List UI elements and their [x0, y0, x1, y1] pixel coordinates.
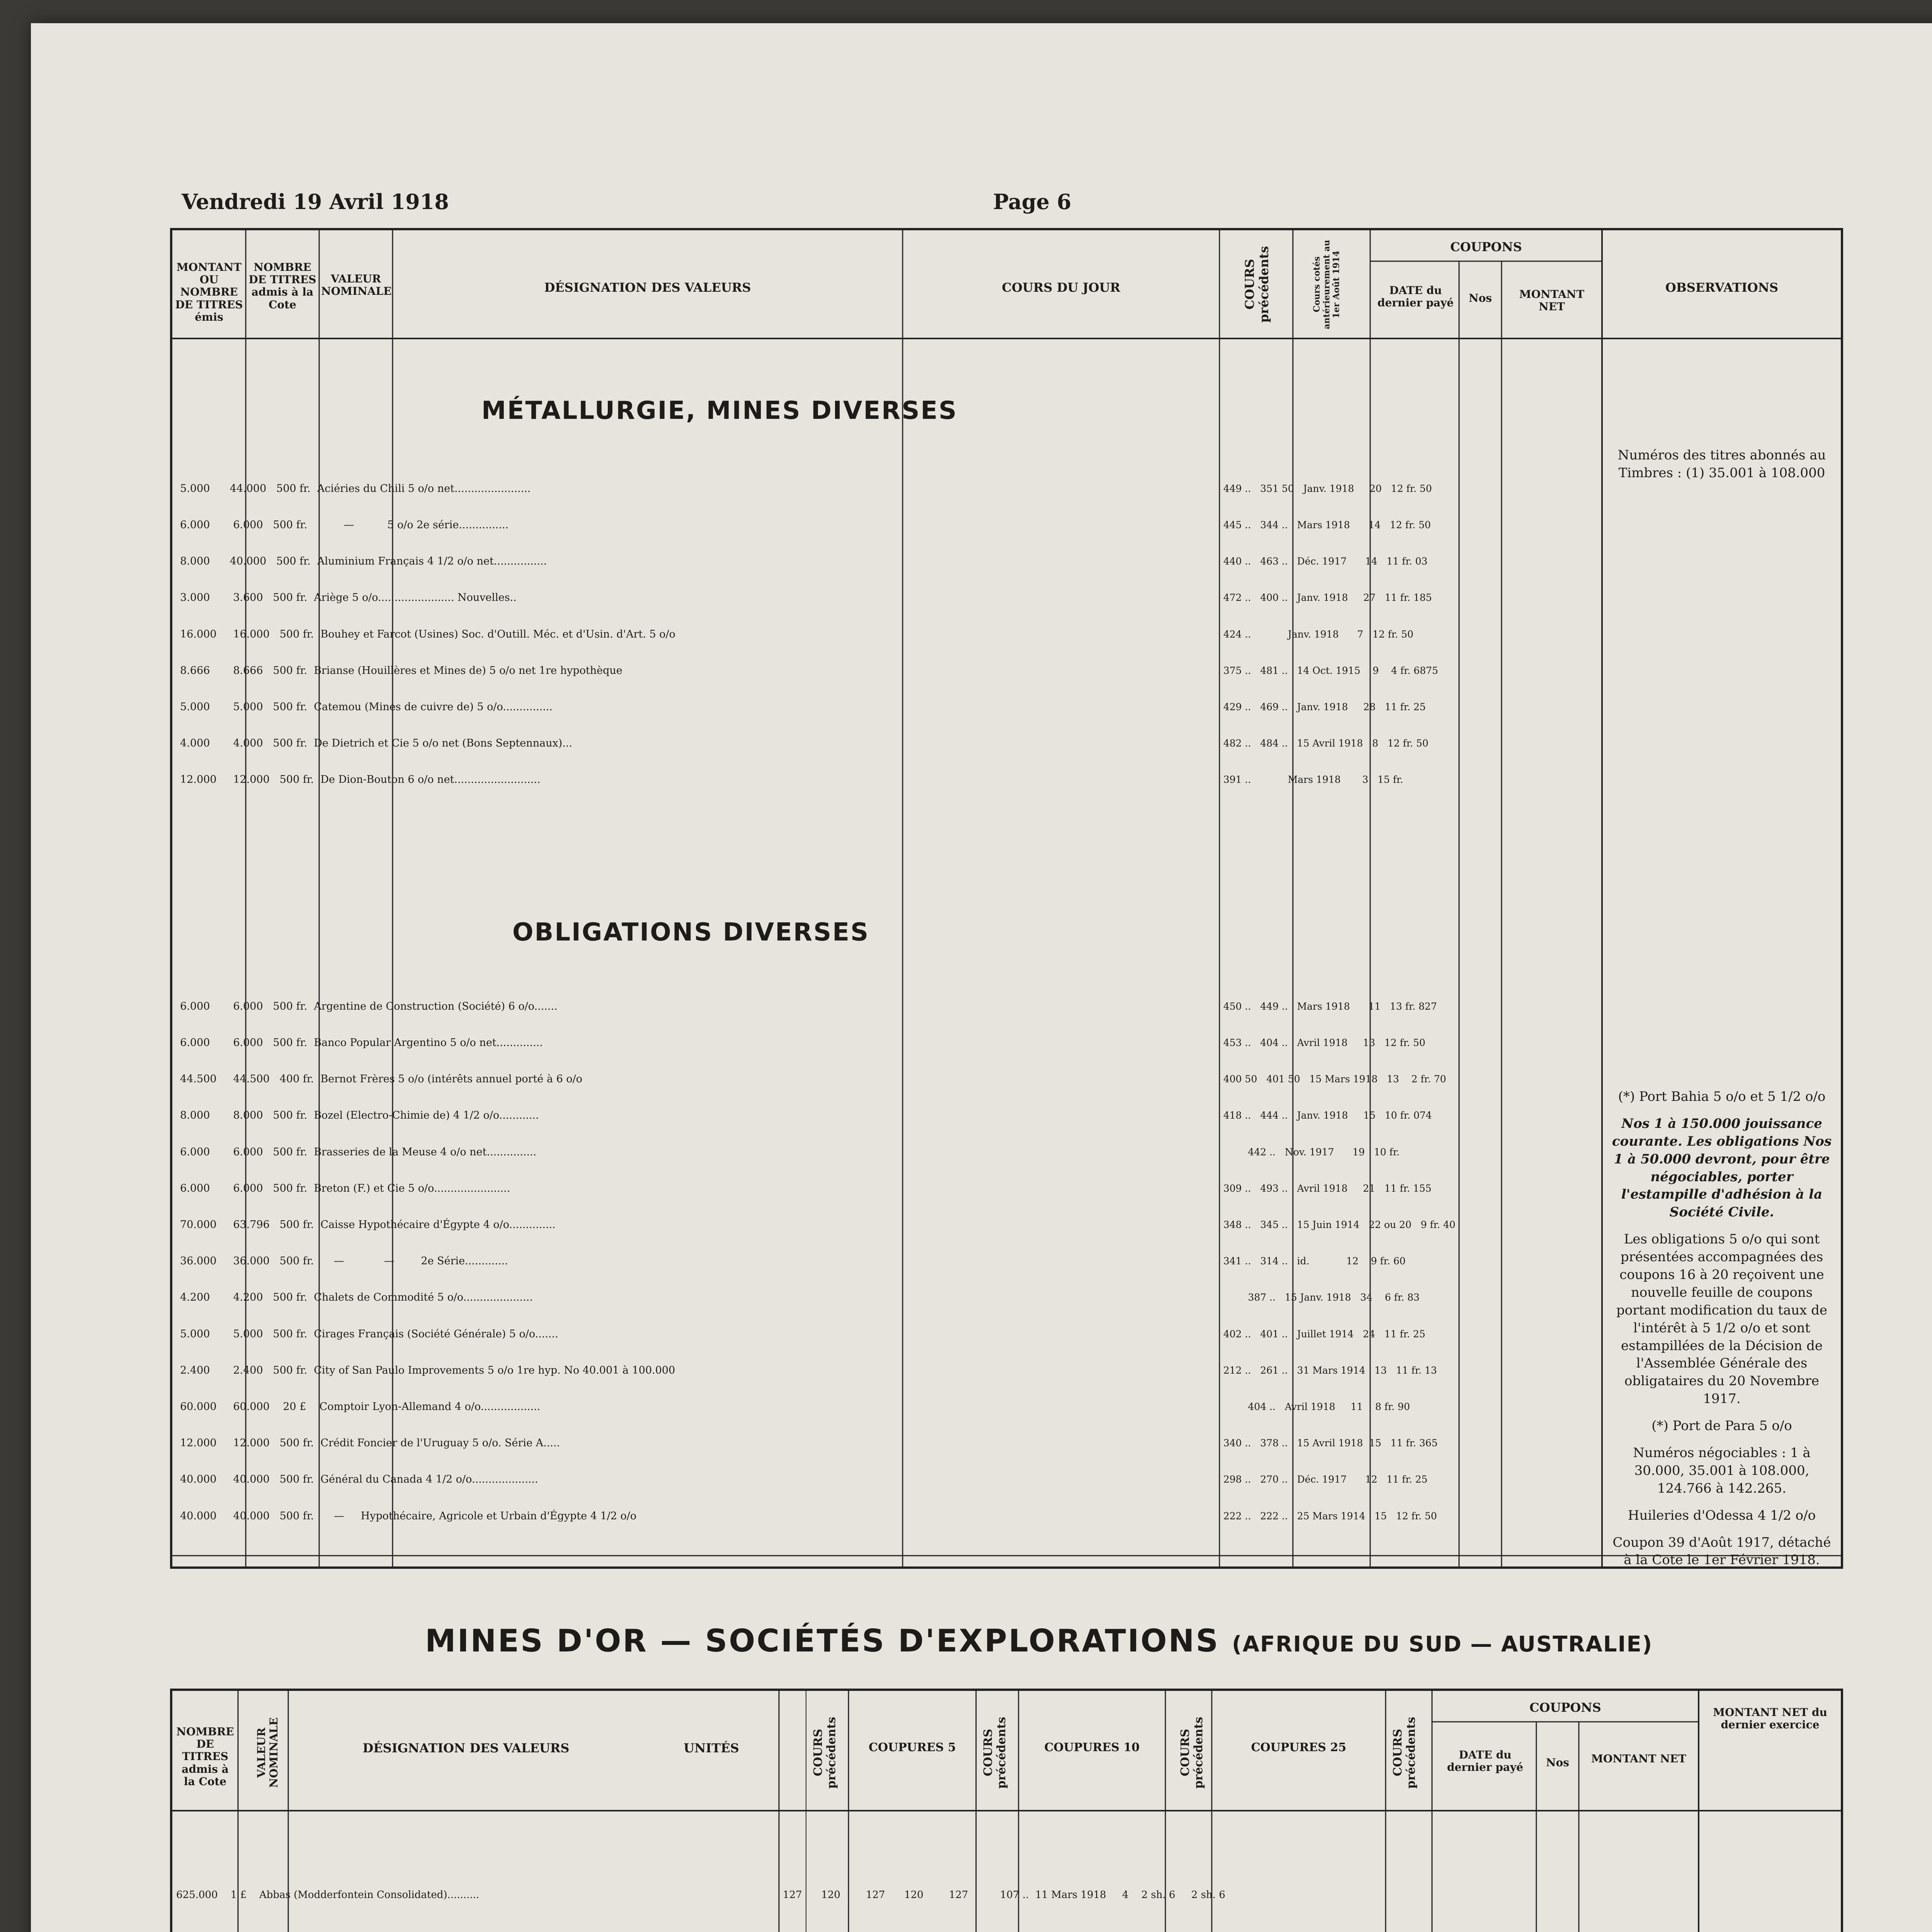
page-header	[182, 182, 1874, 220]
section1-left-rows	[180, 458, 1216, 798]
col-valeur-nominale: VALEUR NOMINALE	[255, 1717, 281, 1788]
table-row: 8.666 8.666 500 fr. Brianse (Houillères et Mines de) 5 o/o net 1re hypothèque	[180, 664, 622, 677]
table2-right-rows	[783, 1859, 1838, 1932]
observation-note: Nos 1 à 150.000 jouissance courante. Les obligations Nos 1 à 50.000 devront, pour être négociables, porter l'estampille d'adhésion à la Société Civile.	[1612, 1116, 1832, 1220]
table-row: 127 120 127 120 127 107 .. 11 Mars 1918 4 2 sh. 6 2 sh. 6	[783, 1889, 1225, 1901]
mines-or-title-main: MINES D'OR — SOCIÉTÉS D'EXPLORATIONS	[425, 1623, 1220, 1659]
observations-block-1	[1610, 447, 1834, 492]
table-row: 404 .. Avril 1918 11 8 fr. 90	[1223, 1401, 1410, 1413]
page-number: Page 6	[993, 189, 1071, 214]
col-nombre-titres: NOMBRE DE TITRES admis à la Cote	[176, 1725, 234, 1788]
col-coupons: COUPONS	[1450, 240, 1522, 254]
observation-note: (*) Port Bahia 5 o/o et 5 1/2 o/o	[1618, 1089, 1826, 1104]
section2-right-rows	[1223, 976, 1598, 1532]
section-obligations-title: OBLIGATIONS DIVERSES	[512, 918, 870, 947]
table-row: 341 .. 314 .. id. 12 9 fr. 60	[1223, 1255, 1406, 1267]
mines-or-title	[425, 1623, 1653, 1659]
table-row: 340 .. 378 .. 15 Avril 1918 15 11 fr. 365	[1223, 1437, 1438, 1449]
observation-note: (*) Port de Para 5 o/o	[1651, 1418, 1792, 1434]
observation-note: Huileries d'Odessa 4 1/2 o/o	[1628, 1507, 1816, 1523]
col-cours-jour: COURS DU JOUR	[1002, 280, 1121, 295]
observations-block-2	[1610, 1088, 1834, 1578]
table-row: 44.500 44.500 400 fr. Bernot Frères 5 o/o (intérêts annuel porté à 6 o/o	[180, 1073, 583, 1085]
table-row: 450 .. 449 .. Mars 1918 11 13 fr. 827	[1223, 1000, 1437, 1012]
table-row: 402 .. 401 .. Juillet 1914 24 11 fr. 25	[1223, 1328, 1425, 1340]
table-row: 6.000 6.000 500 fr. Breton (F.) et Cie 5 o/o.......................	[180, 1182, 510, 1194]
col-montant-dernier-exercice: MONTANT NET du dernier exercice	[1713, 1706, 1827, 1731]
table-row: 4.000 4.000 500 fr. De Dietrich et Cie 5 o/o net (Bons Septennaux)...	[180, 737, 573, 750]
table-row: 472 .. 400 .. Janv. 1918 27 11 fr. 185	[1223, 592, 1432, 604]
table-row: 3.000 3.600 500 fr. Ariège 5 o/o....................... Nouvelles..	[180, 592, 517, 604]
table-row: 6.000 6.000 500 fr. — 5 o/o 2e série...............	[180, 519, 509, 531]
observation-note: Coupon 39 d'Août 1917, détaché à la Cote le 1er Février 1918.	[1612, 1534, 1831, 1568]
table-row: 40.000 40.000 500 fr. Général du Canada 4 1/2 o/o....................	[180, 1473, 538, 1486]
observation-note: Numéros des titres abonnés au Timbres : (1) 35.001 à 108.000	[1617, 447, 1826, 481]
col-observations: OBSERVATIONS	[1665, 280, 1779, 295]
section-metallurgie-title: MÉTALLURGIE, MINES DIVERSES	[481, 396, 958, 425]
table-row: 12.000 12.000 500 fr. De Dion-Bouton 6 o/o net..........................	[180, 774, 541, 786]
table-row: 5.000 44.000 500 fr. Aciéries du Chili 5 o/o net.......................	[180, 482, 531, 495]
col-date-dernier-paye: DATE du dernier payé	[1377, 284, 1454, 310]
col-valeur: VALEUR NOMINALE	[321, 272, 392, 298]
table-mines-or	[170, 1689, 1843, 1932]
table-row: 5.000 5.000 500 fr. Catemou (Mines de cuivre de) 5 o/o...............	[180, 701, 553, 713]
table-row: 625.000 1 £ Abbas (Modderfontein Consolidated)..........	[176, 1889, 480, 1901]
table-row: 212 .. 261 .. 31 Mars 1914 13 11 fr. 13	[1223, 1364, 1437, 1376]
table-row: 418 .. 444 .. Janv. 1918 15 10 fr. 074	[1223, 1110, 1432, 1121]
table-row: 391 .. Mars 1918 3 15 fr.	[1223, 774, 1403, 786]
section2-left-rows	[180, 976, 1216, 1532]
table-row: 12.000 12.000 500 fr. Crédit Foncier de l'Uruguay 5 o/o. Série A.....	[180, 1437, 560, 1449]
col-coupures-10: COUPURES 10	[1044, 1741, 1140, 1754]
col-montant-net: MONTANT NET	[1591, 1752, 1686, 1765]
table-row: 4.200 4.200 500 fr. Chalets de Commodité 5 o/o.....................	[180, 1291, 533, 1304]
col-cours-precedents-1: COURS précédents	[811, 1717, 838, 1789]
table-row: 429 .. 469 .. Janv. 1918 28 11 fr. 25	[1223, 701, 1426, 713]
mines-or-subtitle: (AFRIQUE DU SUD — AUSTRALIE)	[1232, 1632, 1653, 1657]
table-row: 6.000 6.000 500 fr. Banco Popular Argentino 5 o/o net..............	[180, 1037, 543, 1049]
col-montant: MONTANT OU NOMBRE DE TITRES émis	[175, 261, 243, 323]
col-date-dernier-paye: DATE du dernier payé	[1447, 1748, 1524, 1774]
table-row: 222 .. 222 .. 25 Mars 1914 15 12 fr. 50	[1223, 1510, 1437, 1522]
observation-note: Les obligations 5 o/o qui sont présentées accompagnées des coupons 16 à 20 reçoivent une nouvelle feuille de coupons portant modification du taux de l'intérêt à 5 1/2 o/o et sont estampillées de la Décision de l'Assemblée Générale des obligataires du 20 Novembre 1917.	[1616, 1231, 1827, 1407]
issue-date: Vendredi 19 Avril 1918	[182, 189, 449, 214]
table2-left-rows	[176, 1859, 775, 1932]
col-cours-precedents-4: COURS précédents	[1391, 1717, 1418, 1789]
col-coupons: COUPONS	[1529, 1700, 1601, 1715]
table-row: 70.000 63.796 500 fr. Caisse Hypothécaire d'Égypte 4 o/o..............	[180, 1219, 556, 1231]
table-row: 445 .. 344 .. Mars 1918 14 12 fr. 50	[1223, 519, 1431, 531]
col-coupures-5: COUPURES 5	[869, 1741, 956, 1754]
col-montant-net: MONTANT NET	[1519, 288, 1585, 313]
col-cours-precedents: COURS précédents	[1242, 246, 1271, 323]
table-row: 5.000 5.000 500 fr. Cirages Français (Société Générale) 5 o/o.......	[180, 1328, 558, 1340]
table-row: 60.000 60.000 20 £ Comptoir Lyon-Allemand 4 o/o..................	[180, 1401, 541, 1413]
col-numeros: Nos	[1546, 1756, 1570, 1769]
table-row: 482 .. 484 .. 15 Avril 1918 8 12 fr. 50	[1223, 738, 1429, 749]
table-row: 8.000 40.000 500 fr. Aluminium Français 4 1/2 o/o net................	[180, 555, 547, 568]
table-row: 375 .. 481 .. 14 Oct. 1915 9 4 fr. 6875	[1223, 665, 1438, 676]
table-row: 453 .. 404 .. Avril 1918 13 12 fr. 50	[1223, 1037, 1425, 1049]
table-row: 442 .. Nov. 1917 19 10 fr.	[1223, 1146, 1400, 1158]
table-row: 36.000 36.000 500 fr. — — 2e Série.............	[180, 1255, 508, 1267]
col-cours-precedents-3: COURS précédents	[1179, 1717, 1206, 1789]
table-row: 16.000 16.000 500 fr. Bouhey et Farcot (Usines) Soc. d'Outill. Méc. et d'Usin. d'Art. 5 o/o	[180, 628, 675, 640]
col-coupures-25: COUPURES 25	[1251, 1741, 1347, 1754]
col-cours-precedents-2: COURS précédents	[981, 1717, 1009, 1789]
table-row: 6.000 6.000 500 fr. Brasseries de la Meuse 4 o/o net...............	[180, 1146, 537, 1158]
table-row: 387 .. 15 Janv. 1918 34 6 fr. 83	[1223, 1292, 1420, 1303]
table-metallurgie-obligations	[170, 228, 1843, 1569]
table-row: 6.000 6.000 500 fr. Argentine de Construction (Société) 6 o/o.......	[180, 1000, 558, 1012]
col-numeros: Nos	[1468, 292, 1492, 304]
col-designation: DÉSIGNATION DES VALEURS	[544, 280, 751, 295]
table-row: 400 50 401 50 15 Mars 1918 13 2 fr. 70	[1223, 1073, 1446, 1085]
table-row: 40.000 40.000 500 fr. — Hypothécaire, Agricole et Urbain d'Égypte 4 1/2 o/o	[180, 1510, 637, 1522]
col-designation: DÉSIGNATION DES VALEURS	[362, 1741, 570, 1755]
table-row: 2.400 2.400 500 fr. City of San Paulo Improvements 5 o/o 1re hyp. No 40.001 à 100.000	[180, 1364, 675, 1376]
section1-right-rows	[1223, 458, 1598, 798]
table-row: 424 .. Janv. 1918 7 12 fr. 50	[1223, 628, 1413, 640]
table-row: 348 .. 345 .. 15 Juin 1914 22 ou 20 9 fr. 40	[1223, 1219, 1456, 1231]
col-cours-aout-1914: Cours cotés antérieurement au 1er Août 1914	[1312, 240, 1342, 329]
col-nombre: NOMBRE DE TITRES admis à la Cote	[248, 261, 316, 311]
table-row: 8.000 8.000 500 fr. Bozel (Electro-Chimie de) 4 1/2 o/o............	[180, 1109, 539, 1122]
observation-note: Numéros négociables : 1 à 30.000, 35.001 à 108.000, 124.766 à 142.265.	[1633, 1445, 1811, 1496]
table-row: 298 .. 270 .. Déc. 1917 12 11 fr. 25	[1223, 1474, 1428, 1485]
table-row: 440 .. 463 .. Déc. 1917 14 11 fr. 03	[1223, 556, 1428, 567]
table-row: 449 .. 351 50 Janv. 1918 20 12 fr. 50	[1223, 483, 1432, 494]
table-row: 309 .. 493 .. Avril 1918 21 11 fr. 155	[1223, 1182, 1432, 1194]
col-unites: UNITÉS	[684, 1741, 739, 1755]
